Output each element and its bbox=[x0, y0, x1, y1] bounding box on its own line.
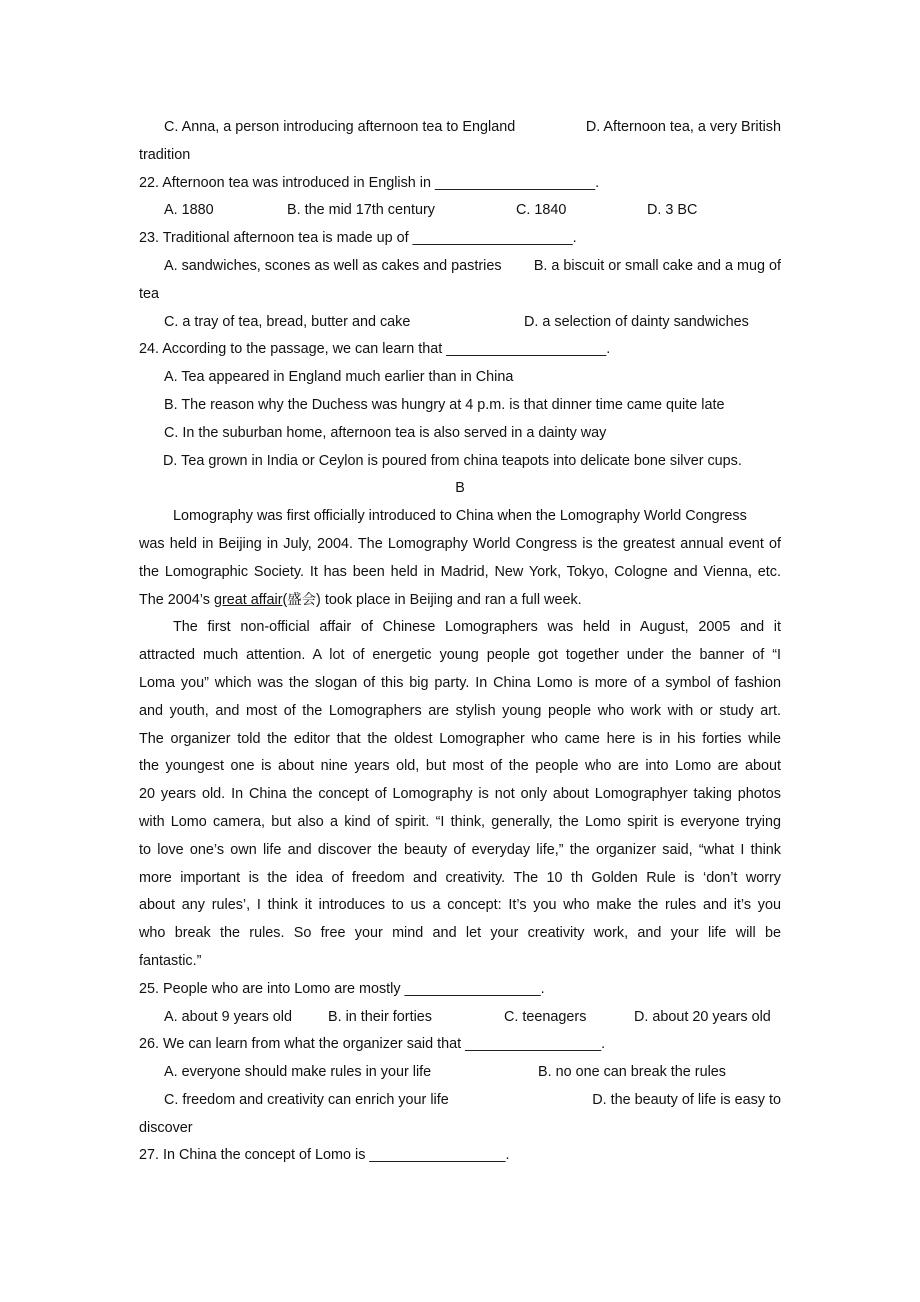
q23-stem: 23. Traditional afternoon tea is made up of ____________________. bbox=[139, 230, 577, 247]
passage-text: (盛会) took place in Beijing and ran a full week. bbox=[282, 591, 582, 608]
q26-option-b: B. no one can break the rules bbox=[538, 1064, 726, 1081]
underlined-term: great affair bbox=[213, 591, 283, 608]
q21-option-d: D. Afternoon tea, a very British bbox=[585, 119, 781, 135]
q26-option-d: D. the beauty of life is easy to bbox=[592, 1091, 781, 1108]
passage-line: was held in Beijing in July, 2004. The Lomography World Congress is the greatest annual event of bbox=[139, 535, 781, 552]
q23-option-b: B. a biscuit or small cake and a mug of bbox=[533, 257, 781, 274]
q26-options-cd bbox=[139, 1087, 781, 1115]
passage-line: about any rules’, I think it introduces to us a concept: It’s you who make the rules and it’s you bbox=[139, 897, 781, 914]
passage-line: with Lomo camera, but also a kind of spirit. “I think, generally, the Lomo spirit is everyone trying bbox=[139, 813, 781, 830]
passage-line: 20 years old. In China the concept of Lomography is not only about Lomographyer taking photos bbox=[139, 786, 781, 803]
q23-options-cd bbox=[139, 309, 781, 337]
q23-options-ab bbox=[139, 253, 781, 281]
q22-stem: 22. Afternoon tea was introduced in English in ____________________. bbox=[139, 174, 600, 191]
q22-option-b: B. the mid 17th century bbox=[287, 202, 435, 219]
q23-option-a: A. sandwiches, scones as well as cakes and pastries bbox=[164, 257, 502, 274]
q24-option-d: D. Tea grown in India or Ceylon is poured from china teapots into delicate bone silver cups. bbox=[163, 452, 742, 469]
passage-line: more important is the idea of freedom and creativity. The 10 th Golden Rule is ‘don’t worry bbox=[139, 869, 781, 886]
passage-line-last bbox=[139, 587, 781, 615]
q27-stem: 27. In China the concept of Lomo is _________________. bbox=[139, 1147, 510, 1164]
passage-line-last: fantastic.” bbox=[139, 952, 202, 969]
q26-stem: 26. We can learn from what the organizer said that _________________. bbox=[139, 1036, 606, 1053]
q25-stem: 25. People who are into Lomo are mostly _________________. bbox=[139, 980, 545, 997]
q22-option-a: A. 1880 bbox=[164, 202, 214, 219]
q25-option-c: C. teenagers bbox=[504, 1008, 587, 1025]
section-label: B bbox=[455, 480, 465, 497]
q22-option-d: D. 3 BC bbox=[647, 202, 698, 219]
passage-line: Loma you” which was the slogan of this big party. In China Lomo is more of a symbol of fashion bbox=[139, 674, 781, 691]
passage-paragraph-1 bbox=[139, 503, 781, 614]
q24-option-c: C. In the suburban home, afternoon tea is also served in a dainty way bbox=[164, 424, 607, 441]
q23-option-d: D. a selection of dainty sandwiches bbox=[524, 313, 749, 330]
q22-options bbox=[139, 197, 781, 225]
passage-line: the youngest one is about nine years old, but most of the people who are into Lomo are about bbox=[139, 758, 781, 775]
q24-option-b: B. The reason why the Duchess was hungry at 4 p.m. is that dinner time came quite late bbox=[164, 396, 725, 413]
passage-line: to love one’s own life and discover the beauty of everyday life,” the organizer said, “what I think bbox=[139, 841, 781, 858]
passage-line: and youth, and most of the Lomographers are stylish young people who work with or study art. bbox=[139, 702, 781, 719]
passage-paragraph-2 bbox=[139, 614, 781, 975]
q25-option-b: B. in their forties bbox=[328, 1008, 432, 1025]
q24-option-a: A. Tea appeared in England much earlier than in China bbox=[164, 369, 514, 386]
q26-option-d-wrap: discover bbox=[139, 1119, 193, 1136]
q21-option-c: C. Anna, a person introducing afternoon tea to England bbox=[164, 119, 516, 135]
passage-line: The first non-official affair of Chinese Lomographers was held in August, 2005 and it bbox=[173, 619, 781, 636]
passage-line: The organizer told the editor that the oldest Lomographer who came here is in his forties while bbox=[139, 730, 781, 747]
passage-line: Lomography was first officially introduced to China when the Lomography World Congress bbox=[173, 508, 747, 525]
q26-option-c: C. freedom and creativity can enrich your life bbox=[164, 1091, 449, 1108]
q23-option-b-wrap: tea bbox=[139, 285, 160, 302]
q21-option-d-wrap: tradition bbox=[139, 146, 191, 163]
passage-text: The 2004’s bbox=[139, 591, 214, 608]
q23-option-c: C. a tray of tea, bread, butter and cake bbox=[164, 313, 411, 330]
q25-options bbox=[139, 1004, 781, 1032]
q26-option-a: A. everyone should make rules in your life bbox=[164, 1064, 432, 1081]
q24-stem: 24. According to the passage, we can learn that ____________________. bbox=[139, 341, 611, 358]
passage-line: the Lomographic Society. It has been held in Madrid, New York, Tokyo, Cologne and Vienna, etc. bbox=[139, 563, 781, 580]
passage-line: who break the rules. So free your mind and let your creativity work, and your life will be bbox=[139, 925, 781, 942]
passage-line: attracted much attention. A lot of energetic young people got together under the banner of “I bbox=[139, 647, 781, 664]
q26-options-ab bbox=[139, 1059, 781, 1087]
q25-option-d: D. about 20 years old bbox=[634, 1008, 771, 1025]
exam-page bbox=[139, 114, 781, 1170]
q21-options-cd bbox=[139, 114, 781, 142]
q22-option-c: C. 1840 bbox=[516, 202, 567, 219]
q25-option-a: A. about 9 years old bbox=[164, 1008, 292, 1025]
